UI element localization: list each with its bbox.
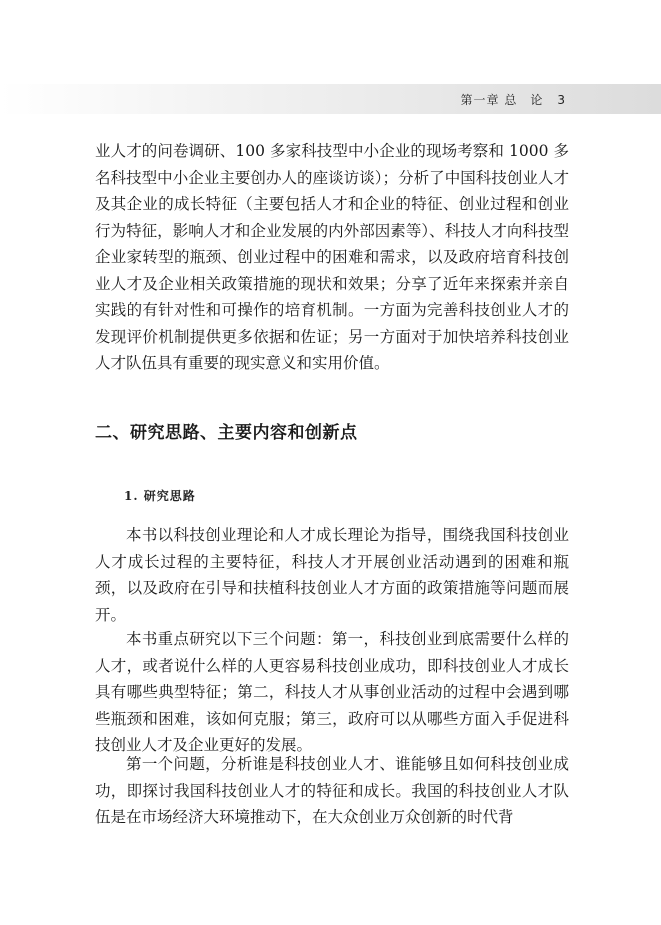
running-head xyxy=(461,91,566,108)
subsection-heading: 1. 研究思路 xyxy=(124,489,196,503)
paragraph-continuation: 业人才的问卷调研、100 多家科技型中小企业的现场考察和 1000 多名科技型中小企业主要创办人的座谈访谈）；分析了中国科技创业人才及其企业的成长特征（主要包括人才和企业的特征、创业过程和创业行为特征，影响人才和企业发展的内外部因素等）、科技人才向科技型企业家转型的瓶颈、创业过程中的困难和需求，以及政府培育科技创业人才及企业相关政策措施的现状和效果；分享了近年来探索并亲自实践的有针对性和可操作的培育机制。一方面为完善科技创业人才的发现评价机制提供更多依据和佐证；另一方面对于加快培养科技创业人才队伍具有重要的现实意义和实用价值。 xyxy=(95,142,569,372)
paragraph-intro: 本书以科技创业理论和人才成长理论为指导，围绕我国科技创业人才成长过程的主要特征，科技人才开展创业活动遇到的困难和瓶颈，以及政府在引导和扶植科技创业人才方面的政策措施等问题而展开。 xyxy=(95,526,569,624)
page-number: 3 xyxy=(557,93,566,107)
paragraph-focus: 本书重点研究以下三个问题：第一，科技创业到底需要什么样的人才，或者说什么样的人更容易科技创业成功，即科技创业人才成长具有哪些典型特征；第二，科技人才从事创业活动的过程中会遇到哪些瓶颈和困难，该如何克服；第三，政府可以从哪些方面入手促进科技创业人才及企业更好的发展。 xyxy=(95,630,569,754)
paragraph-first-question: 第一个问题，分析谁是科技创业人才、谁能够且如何科技创业成功，即探讨我国科技创业人才的特征和成长。我国的科技创业人才队伍是在市场经济大环境推动下，在大众创业万众创新的时代背 xyxy=(95,755,569,826)
section-heading: 二、研究思路、主要内容和创新点 xyxy=(95,423,358,443)
chapter-title: 第一章 总 论 xyxy=(460,93,544,107)
